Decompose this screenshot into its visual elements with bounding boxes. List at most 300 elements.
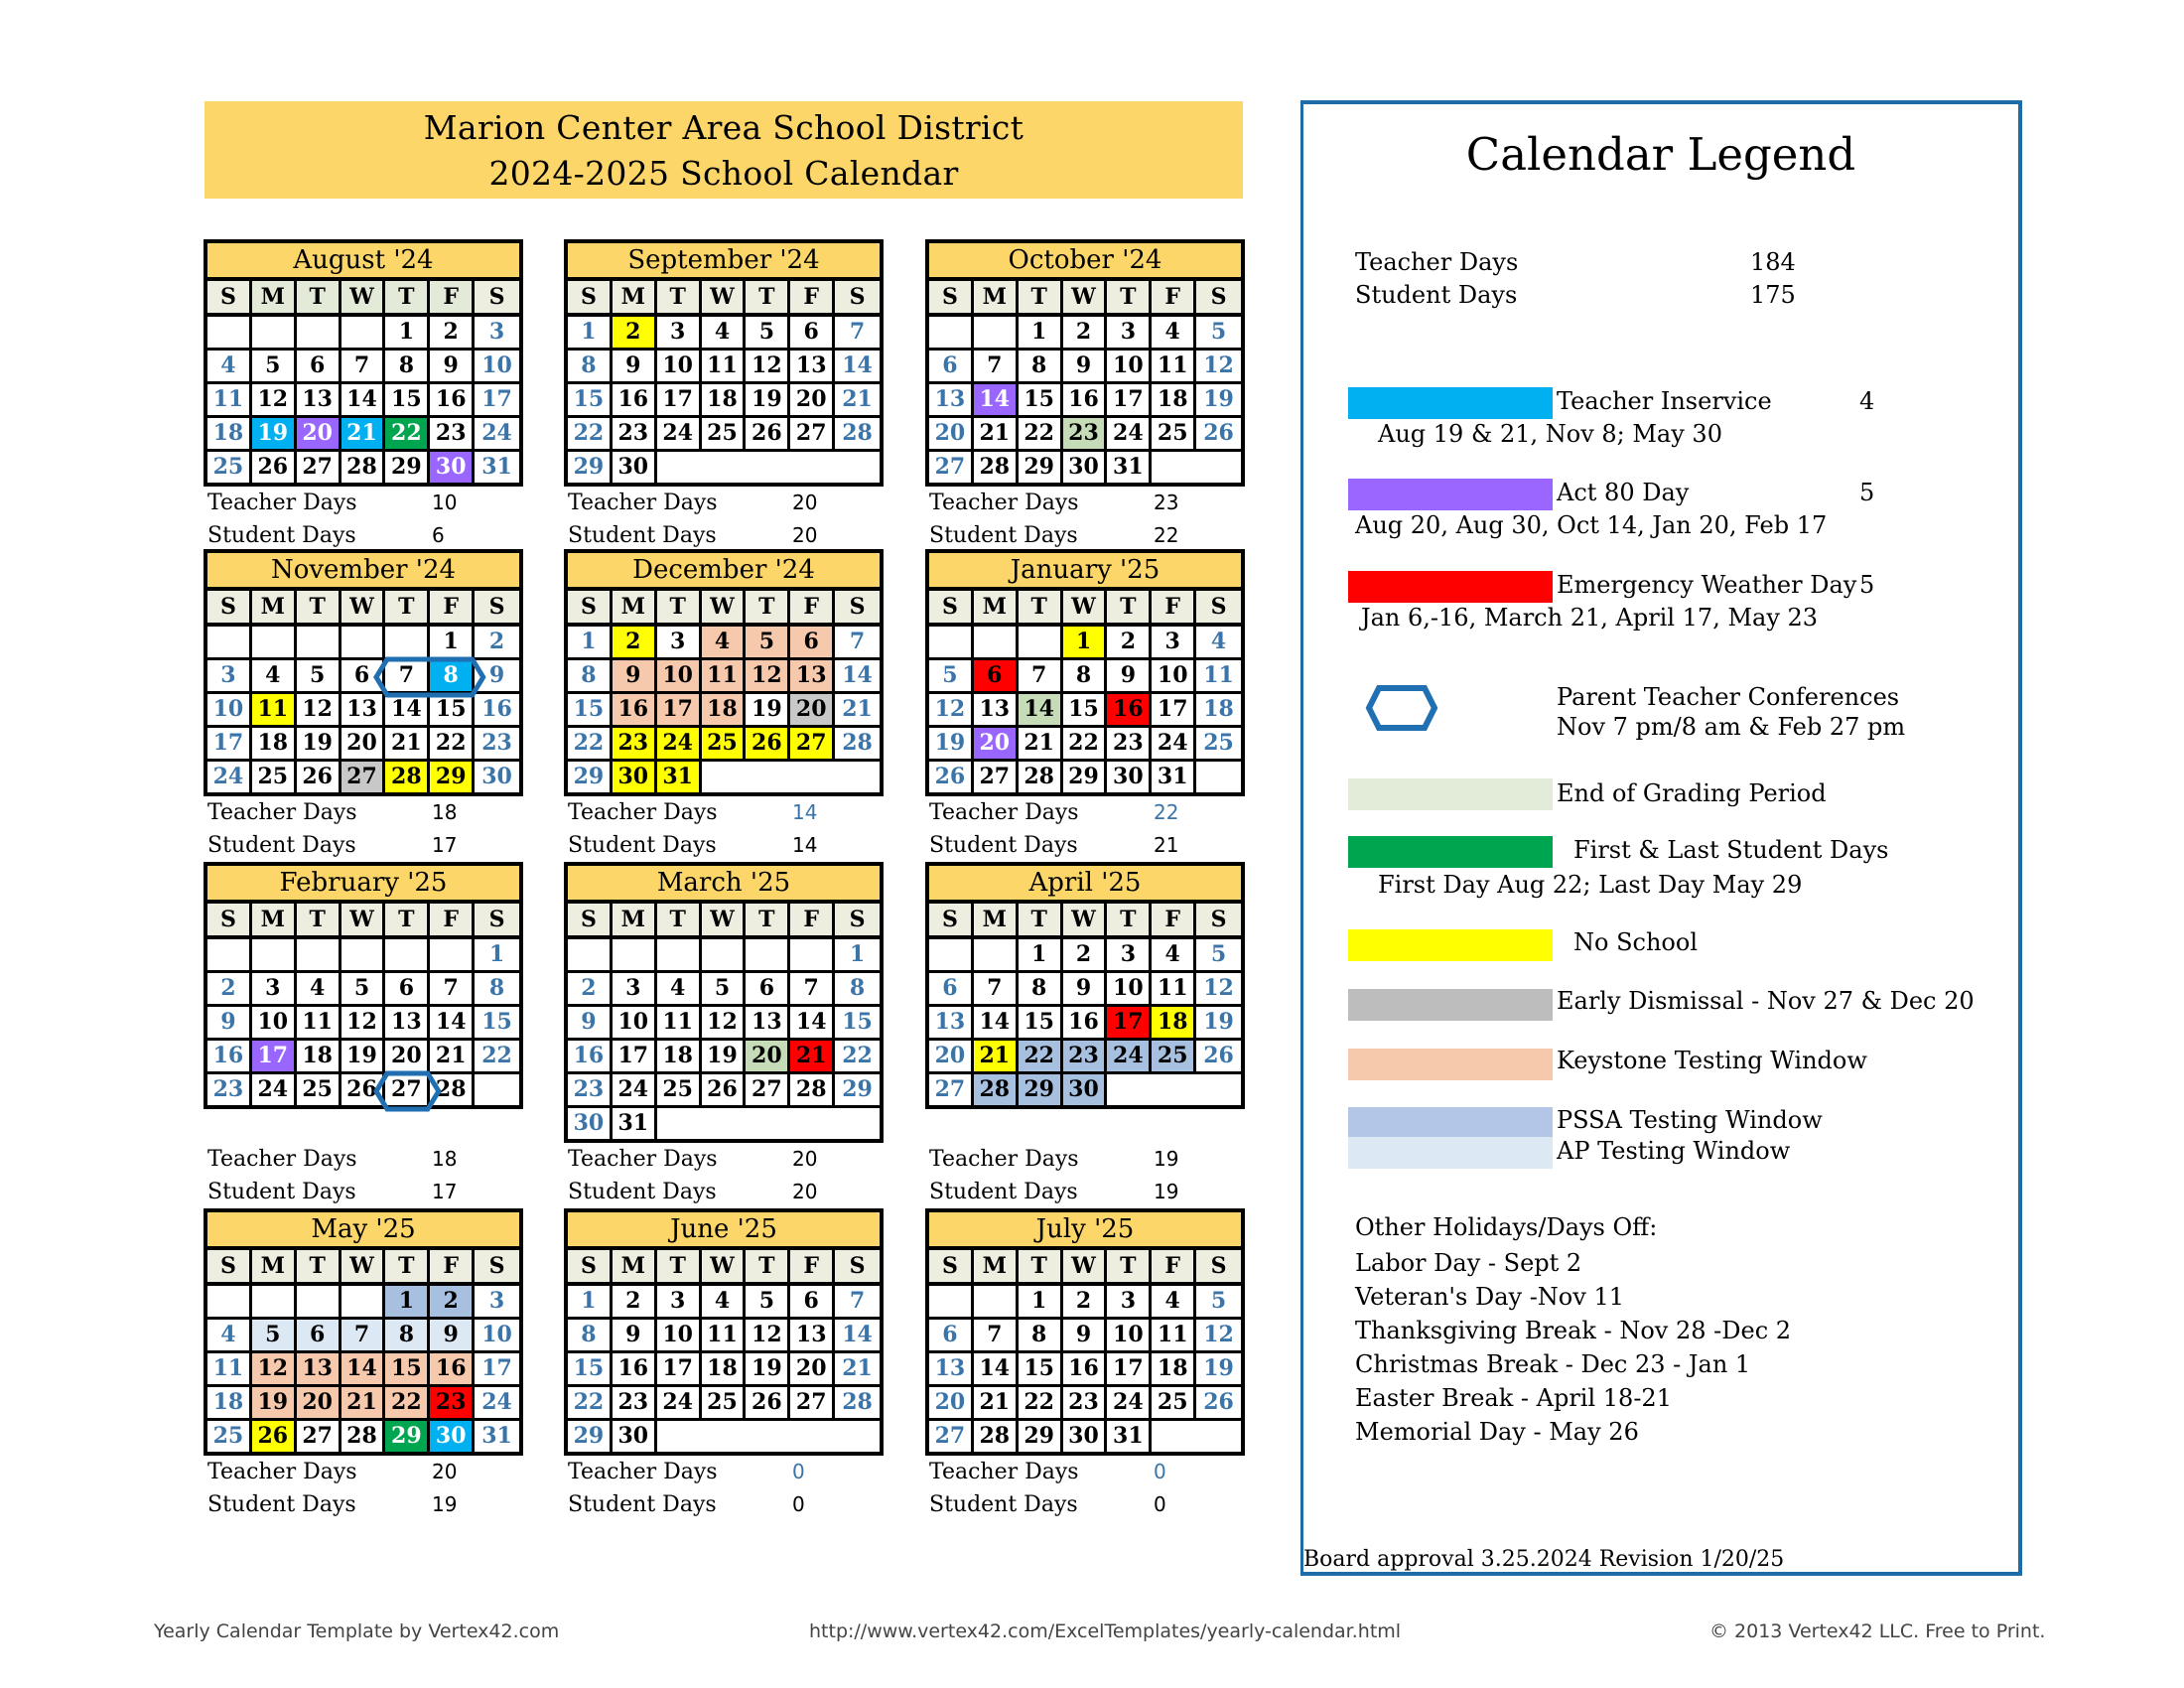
- month-title: October '24: [929, 243, 1241, 281]
- empty-date-cell: [835, 1421, 880, 1452]
- teacher-days-value: 10: [432, 491, 458, 514]
- legend-label-act80: Act 80 Day: [1557, 479, 1690, 506]
- weekday-header-row: [568, 904, 880, 939]
- date-cell: 9: [613, 1320, 657, 1353]
- date-cell: 25: [702, 1387, 747, 1421]
- date-cell: 16: [613, 384, 657, 418]
- date-cell: 29: [1063, 762, 1108, 792]
- month-december-24: [564, 549, 884, 862]
- weekday-header-row: [929, 904, 1241, 939]
- date-cell: 22: [568, 728, 613, 762]
- date-cell: 10: [613, 1007, 657, 1041]
- date-cell: 8: [430, 660, 475, 694]
- weekday-label: S: [835, 591, 880, 627]
- swatch-ap-testing: [1348, 1137, 1553, 1169]
- date-cell: 25: [657, 1074, 702, 1108]
- date-cell: 25: [207, 452, 252, 483]
- weekday-label: M: [252, 1250, 297, 1286]
- date-cell: 20: [790, 1353, 835, 1387]
- date-cell: 1: [835, 939, 880, 973]
- month-calendar-grid: [204, 239, 523, 487]
- month-title: November '24: [207, 553, 519, 591]
- student-days-value: 17: [432, 833, 458, 857]
- date-cell: 22: [1063, 728, 1108, 762]
- weekday-label: M: [252, 591, 297, 627]
- date-cell: 7: [835, 627, 880, 660]
- weekday-label: T: [657, 281, 702, 317]
- date-cell: 6: [297, 351, 341, 384]
- teacher-days-label: Teacher Days: [207, 800, 357, 825]
- date-cell: 2: [207, 973, 252, 1007]
- date-cell: 30: [613, 1421, 657, 1452]
- legend-total-teacher-label: Teacher Days: [1355, 248, 1519, 276]
- teacher-days-value: 18: [432, 1147, 458, 1171]
- weekday-label: S: [835, 1250, 880, 1286]
- date-cell: 28: [430, 1074, 475, 1105]
- date-cell: 11: [702, 660, 747, 694]
- date-cell: 15: [568, 694, 613, 728]
- date-cell: 10: [252, 1007, 297, 1041]
- date-cell: 8: [568, 1320, 613, 1353]
- date-cell: 1: [1019, 1286, 1063, 1320]
- date-grid: [929, 939, 1241, 1105]
- empty-date-cell: [207, 627, 252, 660]
- conference-hexagon-icon: [373, 1070, 442, 1112]
- weekday-header-row: [207, 281, 519, 317]
- date-cell: 7: [835, 317, 880, 351]
- date-cell: 1: [475, 939, 519, 973]
- weekday-label: T: [385, 591, 430, 627]
- date-cell: 12: [702, 1007, 747, 1041]
- footer-template-url[interactable]: http://www.vertex42.com/ExcelTemplates/yearly-calendar.html: [809, 1620, 1402, 1642]
- date-cell: 8: [835, 973, 880, 1007]
- date-cell: 9: [1107, 660, 1152, 694]
- date-cell: 6: [790, 1286, 835, 1320]
- weekday-label: S: [207, 904, 252, 939]
- date-cell: 6: [974, 660, 1019, 694]
- date-cell: 17: [1107, 1353, 1152, 1387]
- weekday-label: S: [568, 1250, 613, 1286]
- date-cell: 24: [207, 762, 252, 792]
- date-cell: 16: [207, 1041, 252, 1074]
- date-cell: 13: [929, 1007, 974, 1041]
- date-cell: 17: [1107, 384, 1152, 418]
- empty-date-cell: [207, 939, 252, 973]
- date-cell: 26: [746, 1387, 790, 1421]
- student-days-value: 17: [432, 1180, 458, 1203]
- date-cell: 27: [974, 762, 1019, 792]
- weekday-label: W: [341, 904, 386, 939]
- weekday-header-row: [207, 904, 519, 939]
- weekday-label: S: [929, 904, 974, 939]
- date-cell: 5: [252, 1320, 297, 1353]
- date-cell: 20: [929, 1041, 974, 1074]
- weekday-label: T: [297, 591, 341, 627]
- date-cell: 22: [568, 418, 613, 452]
- date-cell: 8: [1019, 973, 1063, 1007]
- date-cell: 11: [207, 1353, 252, 1387]
- legend-label-pssa-testing: PSSA Testing Window: [1557, 1106, 1823, 1134]
- date-cell: 10: [657, 660, 702, 694]
- date-cell: 7: [974, 351, 1019, 384]
- date-cell: 24: [1107, 1387, 1152, 1421]
- date-cell: 29: [385, 452, 430, 483]
- weekday-label: M: [613, 591, 657, 627]
- legend-label-parent-teacher-conferences: Parent Teacher Conferences: [1557, 683, 1900, 711]
- student-days-label: Student Days: [929, 1180, 1078, 1204]
- date-cell: 18: [657, 1041, 702, 1074]
- teacher-days-value: 22: [1154, 800, 1179, 824]
- date-cell: 12: [1196, 351, 1241, 384]
- date-cell: 30: [1107, 762, 1152, 792]
- empty-date-cell: [746, 939, 790, 973]
- date-cell: 26: [252, 452, 297, 483]
- date-cell: 26: [1196, 1041, 1241, 1074]
- date-cell: 10: [1107, 351, 1152, 384]
- date-cell: 18: [207, 418, 252, 452]
- weekday-label: T: [1107, 281, 1152, 317]
- date-cell: 28: [974, 452, 1019, 483]
- weekday-label: S: [1196, 281, 1241, 317]
- weekday-header-row: [568, 1250, 880, 1286]
- date-cell: 2: [613, 1286, 657, 1320]
- teacher-days-label: Teacher Days: [568, 491, 718, 515]
- month-stats: [925, 1456, 1245, 1521]
- date-cell: 24: [1107, 1041, 1152, 1074]
- date-cell: 22: [1019, 1041, 1063, 1074]
- legend-detail-teacher-inservice: Aug 19 & 21, Nov 8; May 30: [1378, 420, 1722, 448]
- date-cell: 16: [613, 694, 657, 728]
- date-cell: 6: [297, 1320, 341, 1353]
- weekday-label: F: [1152, 591, 1196, 627]
- district-name: Marion Center Area School District: [423, 108, 1024, 147]
- date-cell: 15: [475, 1007, 519, 1041]
- date-cell: 19: [702, 1041, 747, 1074]
- empty-date-cell: [1152, 1074, 1196, 1105]
- weekday-label: W: [702, 591, 747, 627]
- date-cell: 18: [1152, 384, 1196, 418]
- date-grid: [929, 627, 1241, 792]
- month-title: January '25: [929, 553, 1241, 591]
- weekday-label: F: [1152, 1250, 1196, 1286]
- date-cell: 27: [746, 1074, 790, 1108]
- weekday-label: M: [974, 591, 1019, 627]
- empty-date-cell: [702, 452, 747, 483]
- date-cell: 3: [1107, 939, 1152, 973]
- student-days-value: 20: [792, 1180, 818, 1203]
- empty-date-cell: [974, 1286, 1019, 1320]
- date-cell: 20: [746, 1041, 790, 1074]
- date-cell: 14: [385, 694, 430, 728]
- date-cell: 7: [430, 973, 475, 1007]
- date-cell: 18: [1152, 1353, 1196, 1387]
- date-cell: 17: [657, 1353, 702, 1387]
- date-cell: 28: [341, 1421, 386, 1452]
- date-cell: 21: [974, 1387, 1019, 1421]
- date-cell: 30: [613, 762, 657, 792]
- weekday-label: T: [297, 904, 341, 939]
- date-cell: 26: [341, 1074, 386, 1105]
- date-cell: 31: [481, 454, 512, 480]
- month-title: June '25: [568, 1212, 880, 1250]
- month-calendar-grid: [564, 549, 884, 796]
- date-cell: 9: [430, 351, 475, 384]
- date-cell: 6: [790, 317, 835, 351]
- date-cell: 20: [385, 1041, 430, 1074]
- date-cell: 1: [385, 1286, 430, 1320]
- date-grid: [929, 317, 1241, 483]
- date-cell: 25: [1196, 728, 1241, 762]
- month-stats: [925, 1143, 1245, 1208]
- weekday-label: M: [613, 1250, 657, 1286]
- date-cell: 19: [252, 1387, 297, 1421]
- date-cell: 29: [568, 762, 613, 792]
- date-cell: 19: [1196, 384, 1241, 418]
- student-days-label: Student Days: [929, 1492, 1078, 1517]
- date-cell: 28: [790, 1074, 835, 1108]
- conference-hexagon-icon: [373, 656, 486, 698]
- legend-detail-parent-teacher-conferences: Nov 7 pm/8 am & Feb 27 pm: [1557, 713, 1906, 741]
- empty-date-cell: [1152, 1421, 1196, 1452]
- date-cell: 26: [1196, 1387, 1241, 1421]
- date-cell: 11: [1152, 973, 1196, 1007]
- date-cell: 11: [297, 1007, 341, 1041]
- date-cell: 17: [1152, 694, 1196, 728]
- student-days-label: Student Days: [568, 1180, 717, 1204]
- date-cell: 10: [657, 351, 702, 384]
- weekday-label: T: [746, 1250, 790, 1286]
- date-cell: 24: [475, 1387, 519, 1421]
- date-cell: 21: [1019, 728, 1063, 762]
- date-cell: 27: [341, 762, 386, 792]
- date-cell: 19: [746, 694, 790, 728]
- date-cell: 29: [568, 452, 613, 483]
- date-cell: 22: [475, 1041, 519, 1074]
- date-cell: 11: [207, 384, 252, 418]
- date-cell: 14: [974, 384, 1019, 418]
- empty-date-cell: [341, 627, 386, 660]
- empty-date-cell: [657, 1108, 702, 1139]
- date-cell: 15: [385, 384, 430, 418]
- date-cell: 23: [430, 418, 475, 452]
- teacher-days-value: 14: [792, 800, 818, 824]
- date-cell: 13: [297, 384, 341, 418]
- month-september-24: [564, 239, 884, 552]
- date-cell: 14: [341, 384, 386, 418]
- month-august-24: [204, 239, 523, 552]
- empty-date-cell: [341, 317, 386, 351]
- date-cell: 29: [430, 762, 475, 792]
- date-cell: 24: [657, 1387, 702, 1421]
- weekday-label: F: [430, 591, 475, 627]
- month-june-25: [564, 1208, 884, 1521]
- date-cell: 16: [1063, 1353, 1108, 1387]
- date-cell: 24: [657, 418, 702, 452]
- holiday-item: Thanksgiving Break - Nov 28 -Dec 2: [1355, 1317, 1792, 1344]
- footer-template-credit: Yearly Calendar Template by Vertex42.com: [154, 1620, 560, 1642]
- weekday-label: S: [475, 904, 519, 939]
- month-calendar-grid: [564, 862, 884, 1143]
- holiday-item: Labor Day - Sept 2: [1355, 1249, 1582, 1277]
- date-cell: 21: [430, 1041, 475, 1074]
- weekday-label: F: [1152, 281, 1196, 317]
- date-cell: 27: [929, 1421, 974, 1452]
- date-cell: 26: [252, 1421, 297, 1452]
- student-days-value: 19: [432, 1492, 458, 1516]
- empty-date-cell: [297, 317, 341, 351]
- legend-label-emergency-weather: Emergency Weather Day: [1557, 571, 1857, 599]
- date-cell: 13: [746, 1007, 790, 1041]
- month-november-24: [204, 549, 523, 862]
- date-cell: 5: [1196, 939, 1241, 973]
- weekday-label: S: [929, 1250, 974, 1286]
- date-cell: 28: [835, 418, 880, 452]
- date-grid: [929, 1286, 1241, 1452]
- date-cell: 23: [1063, 418, 1108, 452]
- date-cell: 3: [657, 317, 702, 351]
- date-cell: 1: [1063, 627, 1108, 660]
- month-calendar-grid: [925, 239, 1245, 487]
- empty-date-cell: [207, 1286, 252, 1320]
- date-cell: 16: [1063, 384, 1108, 418]
- weekday-header-row: [207, 591, 519, 627]
- swatch-pssa-testing: [1348, 1107, 1553, 1137]
- empty-date-cell: [929, 1286, 974, 1320]
- date-cell: 3: [252, 973, 297, 1007]
- legend-count-emergency-weather: 5: [1859, 571, 1875, 599]
- date-cell: 2: [430, 1286, 475, 1320]
- date-cell: 4: [702, 1286, 747, 1320]
- empty-date-cell: [430, 939, 475, 973]
- date-cell: 13: [974, 694, 1019, 728]
- date-cell: 2: [613, 317, 657, 351]
- empty-date-cell: [657, 1421, 702, 1452]
- weekday-label: W: [702, 281, 747, 317]
- date-cell: 18: [702, 1353, 747, 1387]
- hexagon-conference-icon: [1365, 684, 1438, 732]
- date-cell: 25: [252, 762, 297, 792]
- month-title: May '25: [207, 1212, 519, 1250]
- calendar-year-title: 2024-2025 School Calendar: [488, 154, 959, 193]
- date-cell: 18: [1152, 1007, 1196, 1041]
- weekday-label: T: [1107, 591, 1152, 627]
- date-cell: 20: [341, 728, 386, 762]
- date-cell: 27: [385, 1074, 430, 1105]
- weekday-label: F: [790, 591, 835, 627]
- date-cell: 15: [385, 1353, 430, 1387]
- date-cell: 20: [297, 418, 341, 452]
- holiday-item: Veteran's Day -Nov 11: [1355, 1283, 1624, 1311]
- weekday-label: F: [1152, 904, 1196, 939]
- month-calendar-grid: [925, 862, 1245, 1109]
- date-cell: 16: [475, 694, 519, 728]
- date-cell: 15: [430, 694, 475, 728]
- date-cell: 19: [341, 1041, 386, 1074]
- weekday-label: W: [1063, 281, 1108, 317]
- month-march-25: [564, 862, 884, 1208]
- date-cell: 4: [1152, 939, 1196, 973]
- date-cell: 19: [252, 418, 297, 452]
- legend-label-no-school: No School: [1573, 928, 1698, 956]
- date-cell: 15: [1063, 694, 1108, 728]
- date-cell: 7: [385, 660, 430, 694]
- date-cell: 10: [207, 694, 252, 728]
- date-cell: 13: [385, 1007, 430, 1041]
- date-cell: 19: [1196, 1353, 1241, 1387]
- empty-date-cell: [746, 762, 790, 792]
- date-cell: 1: [568, 1286, 613, 1320]
- student-days-label: Student Days: [929, 523, 1078, 548]
- date-cell: 27: [790, 1387, 835, 1421]
- date-cell: 7: [341, 1320, 386, 1353]
- date-cell: 13: [790, 660, 835, 694]
- date-cell: 13: [929, 1353, 974, 1387]
- date-cell: 13: [929, 384, 974, 418]
- date-cell: 29: [568, 1421, 613, 1452]
- weekday-label: T: [1107, 904, 1152, 939]
- date-cell: 17: [207, 728, 252, 762]
- date-cell: 22: [1019, 418, 1063, 452]
- month-calendar-grid: [564, 239, 884, 487]
- weekday-label: S: [929, 591, 974, 627]
- weekday-label: S: [475, 1250, 519, 1286]
- swatch-teacher-inservice: [1348, 387, 1553, 419]
- date-cell: 16: [430, 384, 475, 418]
- date-cell: 22: [385, 1387, 430, 1421]
- swatch-no-school: [1348, 929, 1553, 961]
- student-days-label: Student Days: [207, 1492, 356, 1517]
- date-cell: 1: [1019, 317, 1063, 351]
- date-cell: 29: [1019, 452, 1063, 483]
- date-cell: 25: [702, 728, 747, 762]
- teacher-days-label: Teacher Days: [568, 800, 718, 825]
- month-stats: [564, 1143, 884, 1208]
- date-cell: 12: [297, 694, 341, 728]
- date-cell: 5: [746, 1286, 790, 1320]
- month-calendar-grid: [204, 862, 523, 1109]
- month-stats: [564, 487, 884, 552]
- date-cell: 20: [790, 384, 835, 418]
- empty-date-cell: [252, 1286, 297, 1320]
- teacher-days-value: 20: [432, 1460, 458, 1483]
- weekday-label: S: [1196, 591, 1241, 627]
- date-grid: [207, 1286, 519, 1452]
- date-cell: 22: [568, 1387, 613, 1421]
- date-grid: [568, 627, 880, 792]
- month-title: February '25: [207, 866, 519, 904]
- date-cell: 4: [252, 660, 297, 694]
- date-cell: 20: [790, 694, 835, 728]
- month-stats: [564, 1456, 884, 1521]
- weekday-label: W: [341, 1250, 386, 1286]
- date-cell: 20: [929, 1387, 974, 1421]
- date-cell: 27: [929, 452, 974, 483]
- date-cell: 5: [252, 351, 297, 384]
- date-cell: 6: [929, 1320, 974, 1353]
- date-cell: 9: [430, 1320, 475, 1353]
- date-cell: 31: [481, 1423, 512, 1449]
- weekday-label: T: [657, 1250, 702, 1286]
- weekday-label: T: [1107, 1250, 1152, 1286]
- date-cell: 13: [790, 351, 835, 384]
- date-cell: 9: [207, 1007, 252, 1041]
- legend-total-teacher-value: 184: [1750, 248, 1796, 276]
- date-cell: 26: [746, 728, 790, 762]
- month-february-25: [204, 862, 523, 1208]
- date-cell: 12: [252, 1353, 297, 1387]
- date-cell: 30: [568, 1108, 613, 1139]
- holiday-item: Easter Break - April 18-21: [1355, 1384, 1672, 1412]
